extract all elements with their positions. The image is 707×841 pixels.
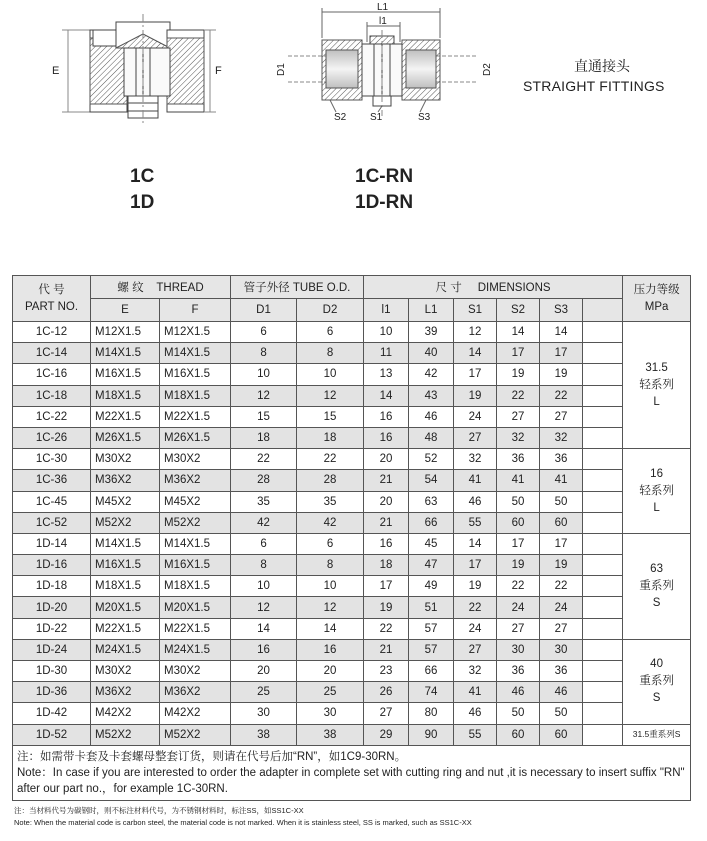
cell-s3: 27 <box>540 406 583 427</box>
cell-s3: 32 <box>540 427 583 448</box>
cell-l1: 16 <box>364 427 409 448</box>
footnote-cn: 注：当材料代号为碳钢时，则不标注材料代号，为不锈钢材料时，标注SS，如SS1C-XX <box>14 806 304 815</box>
cell-s2: 24 <box>497 597 540 618</box>
header-part-no: 代 号 PART NO. <box>13 276 91 322</box>
cell-d1: 8 <box>231 343 297 364</box>
pressure-value: 31.5 <box>645 361 668 374</box>
table-row <box>13 364 691 385</box>
table-row <box>13 703 691 724</box>
cell-f: M26X1.5 <box>160 427 231 448</box>
cell-e: M14X1.5 <box>91 343 160 364</box>
cell-e: M12X1.5 <box>91 322 160 343</box>
table-row <box>13 449 691 470</box>
pressure-letter: S <box>652 596 661 609</box>
cell-d1: 25 <box>231 682 297 703</box>
table-row <box>13 322 691 343</box>
cell-d2: 18 <box>297 427 364 448</box>
heading-cn: 直通接头 <box>574 58 630 74</box>
order-note-en: Note：In case if you are interested to order the adapter in complete set with cutting ring and nut ,it is necessary to insert suffix "RN" after our part no.，for example 1C-30RN. <box>17 766 685 795</box>
cell-s2: 17 <box>497 533 540 554</box>
header-pressure: 压力等级 MPa <box>623 276 691 322</box>
cell-s2: 19 <box>497 364 540 385</box>
cell-s1: 17 <box>454 364 497 385</box>
order-note <box>13 745 691 800</box>
cell-l1: 26 <box>364 682 409 703</box>
cell-d1: 18 <box>231 427 297 448</box>
cell-l1: 10 <box>364 322 409 343</box>
header-blank <box>583 299 623 322</box>
cell-e: M16X1.5 <box>91 555 160 576</box>
pressure-series: 轻系列 <box>639 484 674 497</box>
cell-l1: 18 <box>364 555 409 576</box>
cell-s3: 60 <box>540 512 583 533</box>
cell-s1: 27 <box>454 639 497 660</box>
cell-l1: 14 <box>364 385 409 406</box>
cell-l1: 43 <box>409 385 454 406</box>
cell-l1: 63 <box>409 491 454 512</box>
cell-d1: 42 <box>231 512 297 533</box>
cell-s3: 41 <box>540 470 583 491</box>
cell-l1: 66 <box>409 661 454 682</box>
cell-l1: 74 <box>409 682 454 703</box>
cell-l1: 45 <box>409 533 454 554</box>
table-row <box>13 385 691 406</box>
cell-blank <box>583 533 623 554</box>
cell-d1: 35 <box>231 491 297 512</box>
cell-e: M36X2 <box>91 470 160 491</box>
pressure-letter: L <box>653 395 660 408</box>
table-row <box>13 427 691 448</box>
cell-s2: 32 <box>497 427 540 448</box>
cell-d2: 38 <box>297 724 364 745</box>
table-row <box>13 406 691 427</box>
cell-d1: 15 <box>231 406 297 427</box>
header-e: E <box>91 299 160 322</box>
cell-l1: 20 <box>364 491 409 512</box>
cell-s2: 22 <box>497 576 540 597</box>
pressure-rating <box>623 322 691 449</box>
cell-f: M14X1.5 <box>160 343 231 364</box>
table-row <box>13 682 691 703</box>
cell-blank <box>583 322 623 343</box>
cell-code: 1D-14 <box>13 533 91 554</box>
cell-s1: 41 <box>454 682 497 703</box>
cell-d1: 16 <box>231 639 297 660</box>
cell-e: M18X1.5 <box>91 576 160 597</box>
cell-d1: 6 <box>231 533 297 554</box>
cell-s2: 41 <box>497 470 540 491</box>
header-s1: S1 <box>454 299 497 322</box>
label-s3: S3 <box>418 112 431 123</box>
cell-s3: 36 <box>540 449 583 470</box>
cell-f: M20X1.5 <box>160 597 231 618</box>
cell-blank <box>583 597 623 618</box>
cell-code: 1D-24 <box>13 639 91 660</box>
cell-f: M16X1.5 <box>160 555 231 576</box>
cell-l1: 39 <box>409 322 454 343</box>
cell-f: M36X2 <box>160 470 231 491</box>
cell-blank <box>583 512 623 533</box>
pressure-value: 40 <box>650 658 663 671</box>
header-thread: 螺 纹 THREAD <box>91 276 231 299</box>
cell-d2: 14 <box>297 618 364 639</box>
order-note-cn: 注：如需带卡套及卡套螺母整套订货，则请在代号后加“RN”，如1C9-30RN。 <box>17 750 407 763</box>
cell-blank <box>583 364 623 385</box>
cell-l1: 54 <box>409 470 454 491</box>
cell-d2: 6 <box>297 533 364 554</box>
cell-s1: 46 <box>454 703 497 724</box>
cell-code: 1D-18 <box>13 576 91 597</box>
cell-code: 1D-36 <box>13 682 91 703</box>
cell-s3: 19 <box>540 364 583 385</box>
cell-s1: 41 <box>454 470 497 491</box>
cell-s1: 19 <box>454 576 497 597</box>
cell-d1: 22 <box>231 449 297 470</box>
cell-s2: 36 <box>497 661 540 682</box>
pressure-rating <box>623 449 691 534</box>
pressure-series: 重系列 <box>639 675 674 688</box>
label-s2: S2 <box>334 112 347 123</box>
cell-d2: 28 <box>297 470 364 491</box>
cell-f: M18X1.5 <box>160 385 231 406</box>
cell-d1: 30 <box>231 703 297 724</box>
cell-d1: 8 <box>231 555 297 576</box>
cell-d1: 20 <box>231 661 297 682</box>
header-l1-small: l1 <box>364 299 409 322</box>
cell-s2: 50 <box>497 703 540 724</box>
table-row <box>13 555 691 576</box>
header-l1-large: L1 <box>409 299 454 322</box>
cell-s1: 24 <box>454 618 497 639</box>
cell-code: 1C-12 <box>13 322 91 343</box>
cell-s2: 19 <box>497 555 540 576</box>
cell-e: M22X1.5 <box>91 618 160 639</box>
cell-s3: 50 <box>540 491 583 512</box>
cell-code: 1C-26 <box>13 427 91 448</box>
cell-s2: 46 <box>497 682 540 703</box>
cell-d2: 12 <box>297 597 364 618</box>
cell-code: 1D-20 <box>13 597 91 618</box>
cell-s1: 17 <box>454 555 497 576</box>
footnote-en: Note: When the material code is carbon steel, the material code is not marked. When it is stainless steel, SS is marked, such as SS1C-XX <box>14 818 472 827</box>
cell-l1: 22 <box>364 618 409 639</box>
cell-f: M52X2 <box>160 512 231 533</box>
cell-l1: 52 <box>409 449 454 470</box>
cell-code: 1D-42 <box>13 703 91 724</box>
cell-l1: 46 <box>409 406 454 427</box>
cell-code: 1C-14 <box>13 343 91 364</box>
cell-d1: 38 <box>231 724 297 745</box>
cell-s1: 12 <box>454 322 497 343</box>
cell-l1: 57 <box>409 618 454 639</box>
cell-d1: 6 <box>231 322 297 343</box>
cell-s3: 36 <box>540 661 583 682</box>
cell-code: 1C-36 <box>13 470 91 491</box>
cell-l1: 21 <box>364 470 409 491</box>
cell-d2: 35 <box>297 491 364 512</box>
cell-f: M22X1.5 <box>160 618 231 639</box>
cell-l1: 21 <box>364 639 409 660</box>
cell-s3: 22 <box>540 385 583 406</box>
cell-l1: 47 <box>409 555 454 576</box>
label-e: E <box>52 65 60 77</box>
cell-l1: 13 <box>364 364 409 385</box>
cell-s2: 17 <box>497 343 540 364</box>
cell-blank <box>583 682 623 703</box>
cell-s2: 22 <box>497 385 540 406</box>
cell-l1: 40 <box>409 343 454 364</box>
cell-blank <box>583 639 623 660</box>
cell-code: 1D-30 <box>13 661 91 682</box>
cell-code: 1C-22 <box>13 406 91 427</box>
cell-s2: 30 <box>497 639 540 660</box>
header-f: F <box>160 299 231 322</box>
cell-l1: 23 <box>364 661 409 682</box>
cell-s3: 50 <box>540 703 583 724</box>
table-row <box>13 343 691 364</box>
cell-f: M42X2 <box>160 703 231 724</box>
cell-d1: 28 <box>231 470 297 491</box>
cell-d2: 30 <box>297 703 364 724</box>
cell-s3: 46 <box>540 682 583 703</box>
cell-code: 1C-45 <box>13 491 91 512</box>
cell-blank <box>583 470 623 491</box>
cell-e: M30X2 <box>91 661 160 682</box>
cell-d2: 10 <box>297 364 364 385</box>
cell-s2: 36 <box>497 449 540 470</box>
pressure-rating: 31.5重系列S <box>623 724 691 745</box>
cell-s3: 27 <box>540 618 583 639</box>
cell-f: M14X1.5 <box>160 533 231 554</box>
cell-s1: 32 <box>454 661 497 682</box>
cell-d2: 25 <box>297 682 364 703</box>
cell-s1: 14 <box>454 343 497 364</box>
table-row <box>13 491 691 512</box>
header-dimensions: 尺 寸 DIMENSIONS <box>364 276 623 299</box>
cell-f: M18X1.5 <box>160 576 231 597</box>
cell-s1: 32 <box>454 449 497 470</box>
spec-table <box>12 275 691 801</box>
cell-e: M30X2 <box>91 449 160 470</box>
cell-s3: 24 <box>540 597 583 618</box>
cell-s1: 46 <box>454 491 497 512</box>
cell-l1: 48 <box>409 427 454 448</box>
cell-code: 1D-52 <box>13 724 91 745</box>
cell-f: M30X2 <box>160 449 231 470</box>
cell-s2: 14 <box>497 322 540 343</box>
heading-en: STRAIGHT FITTINGS <box>523 78 665 94</box>
header-d1: D1 <box>231 299 297 322</box>
cell-s2: 50 <box>497 491 540 512</box>
label-f: F <box>215 65 222 77</box>
cell-s3: 17 <box>540 343 583 364</box>
header-tube-od: 管子外径 TUBE O.D. <box>231 276 364 299</box>
cell-s1: 27 <box>454 427 497 448</box>
cell-s1: 24 <box>454 406 497 427</box>
spec-table-body <box>13 322 691 746</box>
cell-f: M52X2 <box>160 724 231 745</box>
cell-f: M22X1.5 <box>160 406 231 427</box>
pressure-series: 轻系列 <box>639 378 674 391</box>
label-L1: L1 <box>377 2 389 13</box>
cell-f: M24X1.5 <box>160 639 231 660</box>
cell-code: 1C-16 <box>13 364 91 385</box>
table-row <box>13 618 691 639</box>
cell-s1: 22 <box>454 597 497 618</box>
cell-e: M42X2 <box>91 703 160 724</box>
pressure-value: 63 <box>650 562 663 575</box>
cell-blank <box>583 406 623 427</box>
cell-s3: 14 <box>540 322 583 343</box>
cell-code: 1C-30 <box>13 449 91 470</box>
cell-l1: 57 <box>409 639 454 660</box>
cell-e: M22X1.5 <box>91 406 160 427</box>
table-row <box>13 470 691 491</box>
cell-code: 1C-52 <box>13 512 91 533</box>
technical-drawing <box>0 0 707 270</box>
table-row <box>13 639 691 660</box>
cell-s2: 60 <box>497 724 540 745</box>
model-1d-rn: 1D-RN <box>355 192 414 213</box>
cell-e: M16X1.5 <box>91 364 160 385</box>
cell-f: M36X2 <box>160 682 231 703</box>
cell-l1: 42 <box>409 364 454 385</box>
cell-blank <box>583 343 623 364</box>
cell-d1: 12 <box>231 385 297 406</box>
cell-f: M45X2 <box>160 491 231 512</box>
cell-code: 1D-22 <box>13 618 91 639</box>
header-s3: S3 <box>540 299 583 322</box>
cell-s2: 60 <box>497 512 540 533</box>
cell-l1: 19 <box>364 597 409 618</box>
header-s2: S2 <box>497 299 540 322</box>
table-row <box>13 724 691 745</box>
cell-d2: 20 <box>297 661 364 682</box>
cell-e: M36X2 <box>91 682 160 703</box>
cell-d1: 10 <box>231 576 297 597</box>
cell-l1: 16 <box>364 406 409 427</box>
cell-d2: 6 <box>297 322 364 343</box>
cell-code: 1D-16 <box>13 555 91 576</box>
cell-s3: 30 <box>540 639 583 660</box>
cell-l1: 49 <box>409 576 454 597</box>
cell-l1: 80 <box>409 703 454 724</box>
cell-l1: 16 <box>364 533 409 554</box>
table-row <box>13 533 691 554</box>
cell-d2: 22 <box>297 449 364 470</box>
cell-s1: 14 <box>454 533 497 554</box>
model-1c: 1C <box>130 166 155 187</box>
cell-l1: 20 <box>364 449 409 470</box>
table-row <box>13 576 691 597</box>
cell-blank <box>583 449 623 470</box>
cell-s2: 27 <box>497 406 540 427</box>
cell-e: M20X1.5 <box>91 597 160 618</box>
cell-d2: 12 <box>297 385 364 406</box>
cell-d1: 14 <box>231 618 297 639</box>
cell-l1: 21 <box>364 512 409 533</box>
fitting-drawing-1c <box>62 14 216 124</box>
cell-blank <box>583 618 623 639</box>
pressure-series: 重系列 <box>639 579 674 592</box>
cell-f: M16X1.5 <box>160 364 231 385</box>
label-s1: S1 <box>370 112 383 123</box>
cell-l1: 17 <box>364 576 409 597</box>
pressure-value: 16 <box>650 467 663 480</box>
pressure-rating <box>623 639 691 724</box>
cell-d2: 8 <box>297 555 364 576</box>
table-row <box>13 597 691 618</box>
cell-s3: 19 <box>540 555 583 576</box>
cell-l1: 27 <box>364 703 409 724</box>
cell-d2: 10 <box>297 576 364 597</box>
cell-blank <box>583 661 623 682</box>
cell-e: M24X1.5 <box>91 639 160 660</box>
cell-d2: 16 <box>297 639 364 660</box>
cell-d2: 15 <box>297 406 364 427</box>
cell-s3: 22 <box>540 576 583 597</box>
cell-l1: 11 <box>364 343 409 364</box>
table-row <box>13 512 691 533</box>
cell-blank <box>583 427 623 448</box>
cell-s1: 55 <box>454 724 497 745</box>
cell-s3: 17 <box>540 533 583 554</box>
cell-e: M52X2 <box>91 724 160 745</box>
cell-blank <box>583 703 623 724</box>
cell-l1: 66 <box>409 512 454 533</box>
pressure-rating <box>623 533 691 639</box>
label-d1: D1 <box>276 63 287 76</box>
cell-e: M14X1.5 <box>91 533 160 554</box>
model-1d: 1D <box>130 192 155 213</box>
model-1c-rn: 1C-RN <box>355 166 414 187</box>
cell-l1: 90 <box>409 724 454 745</box>
cell-d1: 10 <box>231 364 297 385</box>
cell-s1: 19 <box>454 385 497 406</box>
cell-blank <box>583 555 623 576</box>
label-d2: D2 <box>482 63 493 76</box>
cell-blank <box>583 576 623 597</box>
label-l1: l1 <box>379 16 387 27</box>
cell-e: M18X1.5 <box>91 385 160 406</box>
pressure-letter: S <box>652 692 661 705</box>
cell-s3: 60 <box>540 724 583 745</box>
cell-f: M30X2 <box>160 661 231 682</box>
cell-e: M26X1.5 <box>91 427 160 448</box>
cell-blank <box>583 385 623 406</box>
table-row <box>13 661 691 682</box>
cell-f: M12X1.5 <box>160 322 231 343</box>
cell-d1: 12 <box>231 597 297 618</box>
cell-l1: 51 <box>409 597 454 618</box>
cell-d2: 8 <box>297 343 364 364</box>
cell-blank <box>583 491 623 512</box>
cell-l1: 29 <box>364 724 409 745</box>
cell-d2: 42 <box>297 512 364 533</box>
cell-blank <box>583 724 623 745</box>
cell-s1: 55 <box>454 512 497 533</box>
cell-code: 1C-18 <box>13 385 91 406</box>
cell-s2: 27 <box>497 618 540 639</box>
pressure-letter: L <box>653 501 660 514</box>
cell-e: M45X2 <box>91 491 160 512</box>
cell-e: M52X2 <box>91 512 160 533</box>
header-d2: D2 <box>297 299 364 322</box>
